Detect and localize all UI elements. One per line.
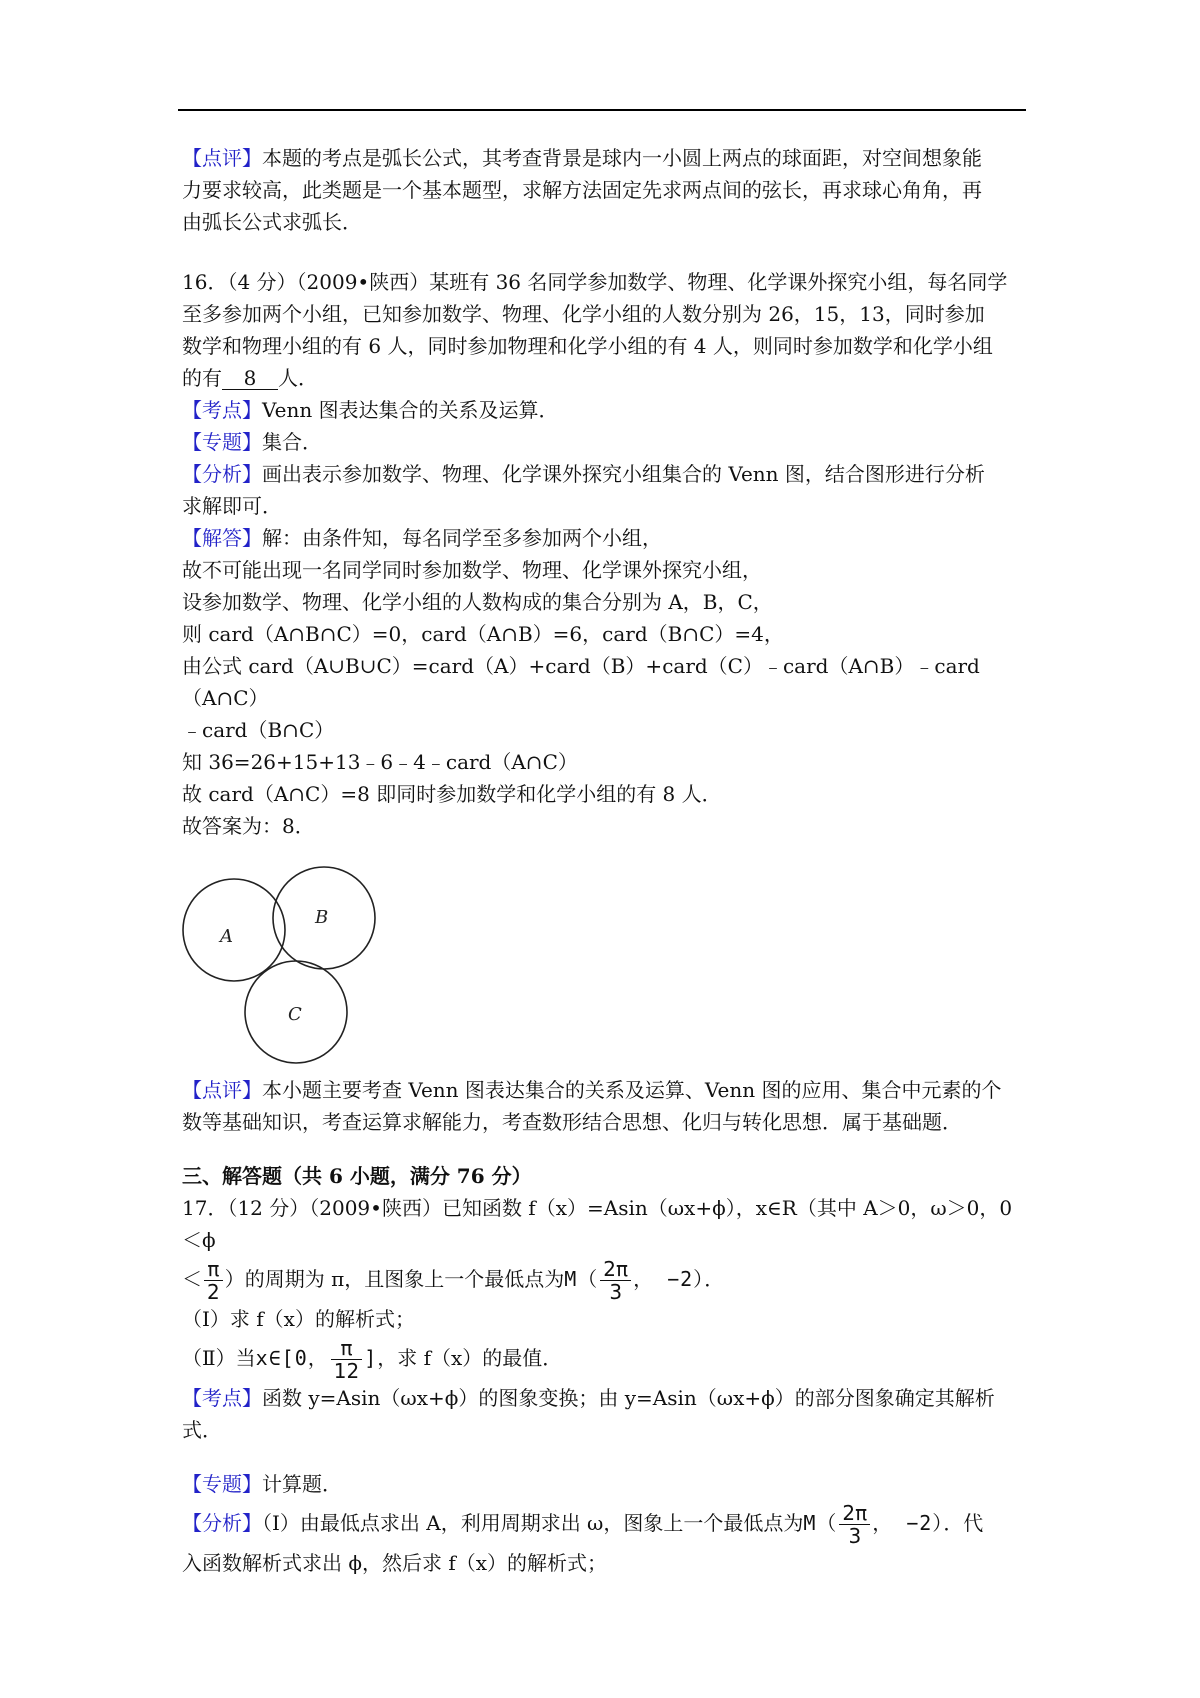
spacer (182, 1138, 1028, 1160)
jieda-line: 故 card（A∩C）=8 即同时参加数学和化学小组的有 8 人． (182, 782, 722, 806)
comment-line: 力要求较高，此类题是一个基本题型，求解方法固定先求两点间的弦长，再求球心角角，再 (182, 178, 982, 202)
q17-part2 (182, 1335, 1028, 1382)
zhuanti-tag: 【专题】 (182, 430, 262, 454)
fraction-pi-over-12 (331, 1337, 362, 1382)
fenxi-text: ．代 (943, 1511, 984, 1535)
q16-jieda (182, 522, 1028, 842)
fenxi-tag: 【分析】 (182, 1511, 262, 1535)
q17-text: ． (704, 1267, 725, 1291)
q17-fenxi-line2 (182, 1547, 1028, 1579)
frac-numerator: 2π (600, 1258, 631, 1281)
comment-line: 由弧长公式求弧长． (182, 210, 362, 234)
q16-stem (182, 266, 1028, 394)
frac-denominator: 2 (207, 1280, 220, 1304)
q17-line: 17．（12 分）（2009•陕西）已知函数 f（x）=Asin（ωx+ϕ），x∈R（其中 A＞0，ω＞0，0＜ϕ (182, 1196, 1013, 1252)
q16-stem-line: 的有 (182, 366, 222, 390)
q16-stem-line: 16．（4 分）（2009•陕西）某班有 36 名同学参加数学、物理、化学课外探究小组，每名同学 (182, 270, 1008, 294)
fenxi-tag: 【分析】 (182, 462, 262, 486)
frac-denominator: 12 (333, 1359, 360, 1383)
comment-tag: 【点评】 (182, 146, 262, 170)
q17-zhuanti (182, 1468, 1028, 1500)
jieda-line: ﹣card（B∩C） (182, 718, 335, 742)
fenxi-line: 求解即可． (182, 494, 282, 518)
dianping-tag: 【点评】 (182, 1078, 262, 1102)
venn-circle-a (183, 879, 285, 981)
jieda-line: 设参加数学、物理、化学小组的人数构成的集合分别为 A，B，C， (182, 590, 773, 614)
point-m-tail: ， −2） (872, 1511, 944, 1535)
kaodian-text: 函数 y=Asin（ωx+ϕ）的图象变换；由 y=Asin（ωx+ϕ）的部分图象确定其解析式． (182, 1386, 995, 1442)
jieda-line: 知 36=26+15+13﹣6﹣4﹣card（A∩C） (182, 750, 578, 774)
venn-diagram (182, 852, 392, 1066)
jieda-line: 故答案为：8． (182, 814, 315, 838)
venn-label-b: B (315, 907, 329, 928)
zhuanti-text: 集合． (262, 430, 322, 454)
jieda-tag: 【解答】 (182, 526, 262, 550)
zhuanti-tag: 【专题】 (182, 1472, 262, 1496)
interval-close: ] (364, 1346, 378, 1370)
frac-denominator: 3 (848, 1524, 862, 1548)
q16-stem-line: 人． (278, 366, 318, 390)
frac-numerator: π (331, 1337, 362, 1360)
frac-denominator: 3 (609, 1280, 623, 1304)
q17-text: ）的周期为 π，且图象上一个最低点为 (224, 1267, 565, 1291)
document-content (182, 142, 1028, 1579)
zhuanti-text: 计算题． (262, 1472, 342, 1496)
q16-kaodian (182, 394, 1028, 426)
q17-text: ，求 f（x）的最值． (377, 1346, 563, 1370)
q17-fenxi (182, 1500, 1028, 1547)
q15-comment (182, 142, 1028, 238)
q17-part1-text: （Ⅰ）求 f（x）的解析式； (182, 1307, 415, 1331)
header-rule (178, 109, 1026, 111)
fenxi-text: （Ⅰ）由最低点求出 A，利用周期求出 ω，图象上一个最低点为 (262, 1511, 804, 1535)
q16-fenxi (182, 458, 1028, 522)
jieda-line: 则 card（A∩B∩C）=0，card（A∩B）=6，card（B∩C）=4， (182, 622, 784, 646)
q16-answer-blank: 8 (222, 367, 278, 390)
frac-numerator: π (204, 1258, 223, 1281)
point-m: M（ (803, 1511, 838, 1535)
q16-stem-line: 至多参加两个小组，已知参加数学、物理、化学小组的人数分别为 26，15，13，同时参加 (182, 302, 985, 326)
dianping-line: 本小题主要考查 Venn 图表达集合的关系及运算、Venn 图的应用、集合中元素的个 (262, 1078, 1002, 1102)
venn-label-c: C (288, 1004, 302, 1025)
q16-zhuanti (182, 426, 1028, 458)
jieda-line: 故不可能出现一名同学同时参加数学、物理、化学课外探究小组， (182, 558, 762, 582)
frac-numerator: 2π (839, 1502, 870, 1525)
fenxi-text: 入函数解析式求出 ϕ，然后求 f（x）的解析式； (182, 1551, 608, 1575)
q16-stem-line: 数学和物理小组的有 6 人，同时参加物理和化学小组的有 4 人，则同时参加数学和化学小组 (182, 334, 993, 358)
jieda-line: 解：由条件知，每名同学至多参加两个小组， (262, 526, 662, 550)
fraction-2pi-over-3 (600, 1258, 631, 1303)
point-m: M（ (564, 1267, 599, 1291)
kaodian-text: Venn 图表达集合的关系及运算． (262, 398, 559, 422)
fraction-pi-over-2 (204, 1258, 223, 1303)
dianping-line: 数等基础知识，考查运算求解能力，考查数形结合思想、化归与转化思想．属于基础题． (182, 1110, 962, 1134)
point-m-tail: ， −2） (633, 1267, 705, 1291)
spacer (182, 1446, 1028, 1468)
q17-kaodian (182, 1382, 1028, 1446)
jieda-line: 由公式 card（A∪B∪C）=card（A）+card（B）+card（C）﹣card（A∩B）﹣card（A∩C） (182, 654, 980, 710)
spacer (182, 238, 1028, 266)
venn-label-a: A (220, 926, 233, 947)
comment-line: 本题的考点是弧长公式，其考查背景是球内一小圆上两点的球面距，对空间想象能 (262, 146, 982, 170)
fraction-2pi-over-3 (839, 1502, 870, 1547)
q17-stem-line2 (182, 1256, 1028, 1303)
q17-stem (182, 1192, 1028, 1256)
q16-dianping (182, 1074, 1028, 1138)
interval-open: x∈[0， (255, 1346, 329, 1370)
section-heading: 三、解答题（共 6 小题，满分 76 分） (182, 1164, 532, 1188)
q17-part1 (182, 1303, 1028, 1335)
kaodian-tag: 【考点】 (182, 398, 262, 422)
fenxi-line: 画出表示参加数学、物理、化学课外探究小组集合的 Venn 图，结合图形进行分析 (262, 462, 985, 486)
kaodian-tag: 【考点】 (182, 1386, 262, 1410)
q17-text: （Ⅱ）当 (182, 1346, 256, 1370)
q17-text: ＜ (182, 1267, 202, 1291)
